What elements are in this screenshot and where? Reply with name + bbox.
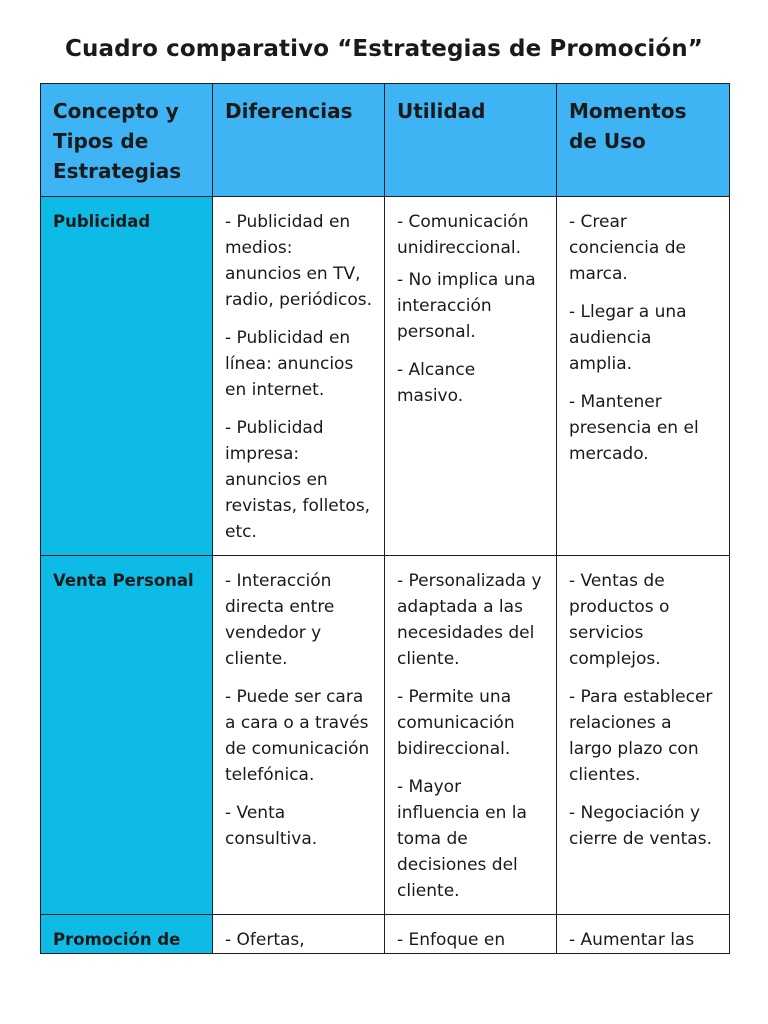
cell-diferencias	[213, 556, 385, 915]
cell-momentos	[557, 915, 730, 954]
list-item: - Ofertas,	[225, 930, 305, 950]
list-item: - Ventas de productos o servicios complejos.	[569, 571, 670, 669]
table-row	[41, 197, 730, 556]
list-item: - No implica una interacción personal.	[397, 270, 536, 342]
cell-utilidad	[385, 556, 557, 915]
table-row	[41, 915, 730, 954]
header-row	[41, 84, 730, 197]
list-item: - Interacción directa entre vendedor y cliente.	[225, 571, 335, 669]
list-item: - Comunicación unidireccional.	[397, 212, 529, 258]
list-item: - Mayor influencia en la toma de decisiones del cliente.	[397, 777, 527, 901]
row-label-venta-personal: Venta Personal	[41, 556, 213, 915]
list-item: - Aumentar las	[569, 930, 695, 950]
comparison-table	[40, 83, 730, 954]
list-item: - Puede ser cara a cara o a través de comunicación telefónica.	[225, 687, 370, 785]
cell-utilidad	[385, 197, 557, 556]
list-item: - Permite una comunicación bidireccional.	[397, 687, 515, 759]
list-item: - Negociación y cierre de ventas.	[569, 803, 712, 849]
cell-utilidad	[385, 915, 557, 954]
cell-momentos	[557, 197, 730, 556]
header-utilidad: Utilidad	[385, 84, 557, 197]
row-label-promocion: Promoción de	[41, 915, 213, 954]
list-item: - Publicidad en medios: anuncios en TV, radio, periódicos.	[225, 212, 373, 310]
list-item: - Personalizada y adaptada a las necesidades del cliente.	[397, 571, 542, 669]
cell-momentos	[557, 556, 730, 915]
header-concepto: Concepto y Tipos de Estrategias	[41, 84, 213, 197]
cell-diferencias	[213, 197, 385, 556]
comparison-table-container	[40, 83, 730, 1024]
list-item: - Venta consultiva.	[225, 803, 318, 849]
header-momentos: Momentos de Uso	[557, 84, 730, 197]
list-item: - Mantener presencia en el mercado.	[569, 392, 699, 464]
list-item: - Llegar a una audiencia amplia.	[569, 302, 687, 374]
row-label-publicidad: Publicidad	[41, 197, 213, 556]
list-item: - Enfoque en	[397, 930, 506, 950]
table-row	[41, 556, 730, 915]
list-item: - Alcance masivo.	[397, 360, 476, 406]
list-item: - Crear conciencia de marca.	[569, 212, 686, 284]
list-item: - Para establecer relaciones a largo plazo con clientes.	[569, 687, 713, 785]
list-item: - Publicidad en línea: anuncios en internet.	[225, 328, 354, 400]
cell-diferencias	[213, 915, 385, 954]
header-diferencias: Diferencias	[213, 84, 385, 197]
list-item: - Publicidad impresa: anuncios en revistas, folletos, etc.	[225, 418, 371, 542]
document-title: Cuadro comparativo “Estrategias de Promoción”	[65, 36, 703, 62]
